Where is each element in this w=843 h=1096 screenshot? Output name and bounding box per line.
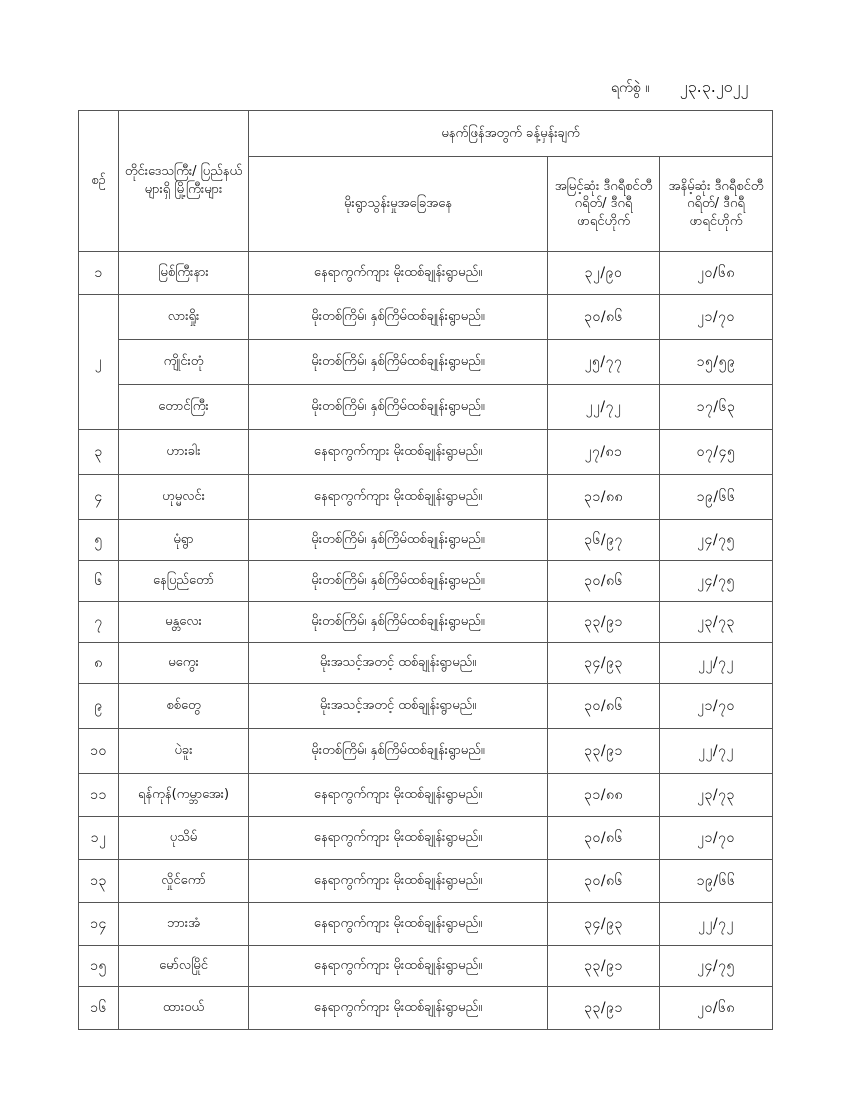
table-row bbox=[79, 643, 773, 684]
row-min: ၁၉/၆၆ bbox=[660, 860, 773, 903]
header-row bbox=[79, 111, 773, 157]
date-value: ၂၃.၃.၂၀၂၂ bbox=[679, 77, 749, 96]
row-no: ၈ bbox=[79, 643, 119, 684]
row-max: ၃၁/၈၈ bbox=[548, 475, 660, 520]
row-min: ၂၂/၇၂ bbox=[660, 643, 773, 684]
table-row bbox=[79, 340, 773, 385]
table-row bbox=[79, 430, 773, 475]
row-no: ၁ bbox=[79, 252, 119, 295]
table-row bbox=[79, 561, 773, 602]
row-city: ဟုမ္မလင်း bbox=[119, 475, 249, 520]
row-min: ၂၃/၇၃ bbox=[660, 602, 773, 643]
row-city: မော်လမြိုင် bbox=[119, 946, 249, 987]
row-condition: မိုးတစ်ကြိမ်၊ နှစ်ကြိမ်ထစ်ချုန်းရွာမည်။ bbox=[249, 340, 548, 385]
row-condition: နေရာကွက်ကျား မိုးထစ်ချုန်းရွာမည်။ bbox=[249, 946, 548, 987]
row-no: ၄ bbox=[79, 475, 119, 520]
row-no: ၁၆ bbox=[79, 987, 119, 1030]
row-city: မြစ်ကြီးနား bbox=[119, 252, 249, 295]
row-city: ဟားခါး bbox=[119, 430, 249, 475]
row-condition: နေရာကွက်ကျား မိုးထစ်ချုန်းရွာမည်။ bbox=[249, 430, 548, 475]
row-condition: နေရာကွက်ကျား မိုးထစ်ချုန်းရွာမည်။ bbox=[249, 817, 548, 860]
row-city: နေပြည်တော် bbox=[119, 561, 249, 602]
table-row bbox=[79, 475, 773, 520]
row-city: လားရှိုး bbox=[119, 295, 249, 340]
col-header-min: အနိမ့်ဆုံး ဒီဂရီစင်တီဂရိတ်/ ဒီဂရီဖာရင်ဟိုက် bbox=[660, 157, 773, 252]
row-condition: မိုးအသင့်အတင့် ထစ်ချုန်းရွာမည်။ bbox=[249, 643, 548, 684]
table-row bbox=[79, 729, 773, 774]
row-min: ၁၉/၆၆ bbox=[660, 475, 773, 520]
row-max: ၃၀/၈၆ bbox=[548, 817, 660, 860]
row-city: ရန်ကုန်(ကမ္ဘာအေး) bbox=[119, 774, 249, 817]
row-min: ၂၃/၇၃ bbox=[660, 774, 773, 817]
row-min: ၂၁/၇၀ bbox=[660, 817, 773, 860]
row-no: ၁၁ bbox=[79, 774, 119, 817]
row-city: ပဲခူး bbox=[119, 729, 249, 774]
table-row bbox=[79, 295, 773, 340]
row-condition: နေရာကွက်ကျား မိုးထစ်ချုန်းရွာမည်။ bbox=[249, 987, 548, 1030]
table-row bbox=[79, 903, 773, 946]
row-min: ၂၄/၇၅ bbox=[660, 561, 773, 602]
row-condition: နေရာကွက်ကျား မိုးထစ်ချုန်းရွာမည်။ bbox=[249, 252, 548, 295]
row-city: တောင်ကြီး bbox=[119, 385, 249, 430]
row-condition: နေရာကွက်ကျား မိုးထစ်ချုန်းရွာမည်။ bbox=[249, 903, 548, 946]
row-condition: မိုးတစ်ကြိမ်၊ နှစ်ကြိမ်ထစ်ချုန်းရွာမည်။ bbox=[249, 385, 548, 430]
row-city: ကျိုင်းတုံ bbox=[119, 340, 249, 385]
row-no: ၁၀ bbox=[79, 729, 119, 774]
row-min: ၁၅/၅၉ bbox=[660, 340, 773, 385]
row-city: မကွေး bbox=[119, 643, 249, 684]
row-no: ၃ bbox=[79, 430, 119, 475]
table-row bbox=[79, 252, 773, 295]
row-city: စစ်တွေ bbox=[119, 684, 249, 729]
col-header-group: မနက်ဖြန်အတွက် ခန့်မှန်းချက် bbox=[249, 111, 773, 157]
table-row bbox=[79, 860, 773, 903]
row-max: ၃၃/၉၁ bbox=[548, 946, 660, 987]
row-no: ၇ bbox=[79, 602, 119, 643]
table-row bbox=[79, 774, 773, 817]
row-min: ၂၁/၇၀ bbox=[660, 684, 773, 729]
row-no: ၁၂ bbox=[79, 817, 119, 860]
row-min: ၂၁/၇၀ bbox=[660, 295, 773, 340]
row-max: ၃၀/၈၆ bbox=[548, 295, 660, 340]
col-header-condition: မိုးရွာသွန်းမှုအခြေအနေ bbox=[249, 157, 548, 252]
table-row bbox=[79, 684, 773, 729]
row-condition: မိုးတစ်ကြိမ်၊ နှစ်ကြိမ်ထစ်ချုန်းရွာမည်။ bbox=[249, 729, 548, 774]
row-max: ၃၃/၉၁ bbox=[548, 729, 660, 774]
table-row bbox=[79, 817, 773, 860]
row-min: ၂၄/၇၅ bbox=[660, 946, 773, 987]
row-no: ၁၅ bbox=[79, 946, 119, 987]
row-no: ၁၃ bbox=[79, 860, 119, 903]
row-min: ၂၄/၇၅ bbox=[660, 520, 773, 561]
col-header-city: တိုင်းဒေသကြီး/ ပြည်နယ်များရှိ မြို့ကြီးများ bbox=[119, 111, 249, 252]
row-max: ၃၁/၈၈ bbox=[548, 774, 660, 817]
row-city: မုံရွာ bbox=[119, 520, 249, 561]
row-max: ၃၃/၉၁ bbox=[548, 987, 660, 1030]
row-city: လှိုင်ကော် bbox=[119, 860, 249, 903]
row-max: ၃၀/၈၆ bbox=[548, 684, 660, 729]
row-condition: မိုးတစ်ကြိမ်၊ နှစ်ကြိမ်ထစ်ချုန်းရွာမည်။ bbox=[249, 295, 548, 340]
row-condition: မိုးတစ်ကြိမ်၊ နှစ်ကြိမ်ထစ်ချုန်းရွာမည်။ bbox=[249, 602, 548, 643]
row-max: ၃၆/၉၇ bbox=[548, 520, 660, 561]
table-row bbox=[79, 385, 773, 430]
row-min: ၂၀/၆၈ bbox=[660, 252, 773, 295]
row-condition: နေရာကွက်ကျား မိုးထစ်ချုန်းရွာမည်။ bbox=[249, 475, 548, 520]
row-city: မန္တလေး bbox=[119, 602, 249, 643]
table-row bbox=[79, 987, 773, 1030]
row-min: ၂၂/၇၂ bbox=[660, 903, 773, 946]
col-header-max: အမြင့်ဆုံး ဒီဂရီစင်တီဂရိတ်/ ဒီဂရီဖာရင်ဟိုက် bbox=[548, 157, 660, 252]
row-min: ၂၀/၆၈ bbox=[660, 987, 773, 1030]
row-min: ၀၇/၄၅ bbox=[660, 430, 773, 475]
date-line bbox=[611, 76, 791, 100]
row-condition: မိုးတစ်ကြိမ်၊ နှစ်ကြိမ်ထစ်ချုန်းရွာမည်။ bbox=[249, 520, 548, 561]
row-city: ပုသိမ် bbox=[119, 817, 249, 860]
row-no: ၅ bbox=[79, 520, 119, 561]
table-row bbox=[79, 602, 773, 643]
row-no: ၂ bbox=[79, 295, 119, 430]
row-max: ၃၂/၉၀ bbox=[548, 252, 660, 295]
row-no: ၉ bbox=[79, 684, 119, 729]
row-city: ထားဝယ် bbox=[119, 987, 249, 1030]
row-max: ၂၂/၇၂ bbox=[548, 385, 660, 430]
row-min: ၂၂/၇၂ bbox=[660, 729, 773, 774]
row-no: ၆ bbox=[79, 561, 119, 602]
date-label: ရက်စွဲ ။ bbox=[611, 80, 650, 96]
row-no: ၁၄ bbox=[79, 903, 119, 946]
row-condition: နေရာကွက်ကျား မိုးထစ်ချုန်းရွာမည်။ bbox=[249, 860, 548, 903]
row-max: ၂၅/၇၇ bbox=[548, 340, 660, 385]
row-max: ၃၄/၉၃ bbox=[548, 643, 660, 684]
row-condition: မိုးတစ်ကြိမ်၊ နှစ်ကြိမ်ထစ်ချုန်းရွာမည်။ bbox=[249, 561, 548, 602]
row-max: ၃၀/၈၆ bbox=[548, 561, 660, 602]
row-condition: မိုးအသင့်အတင့် ထစ်ချုန်းရွာမည်။ bbox=[249, 684, 548, 729]
row-min: ၁၇/၆၃ bbox=[660, 385, 773, 430]
row-max: ၃၄/၉၃ bbox=[548, 903, 660, 946]
forecast-table bbox=[78, 110, 773, 1030]
table-row bbox=[79, 520, 773, 561]
col-header-no: စဉ် bbox=[79, 111, 119, 252]
row-condition: နေရာကွက်ကျား မိုးထစ်ချုန်းရွာမည်။ bbox=[249, 774, 548, 817]
table-row bbox=[79, 946, 773, 987]
row-max: ၃၀/၈၆ bbox=[548, 860, 660, 903]
row-city: ဘားအံ bbox=[119, 903, 249, 946]
row-max: ၂၇/၈၁ bbox=[548, 430, 660, 475]
row-max: ၃၃/၉၁ bbox=[548, 602, 660, 643]
